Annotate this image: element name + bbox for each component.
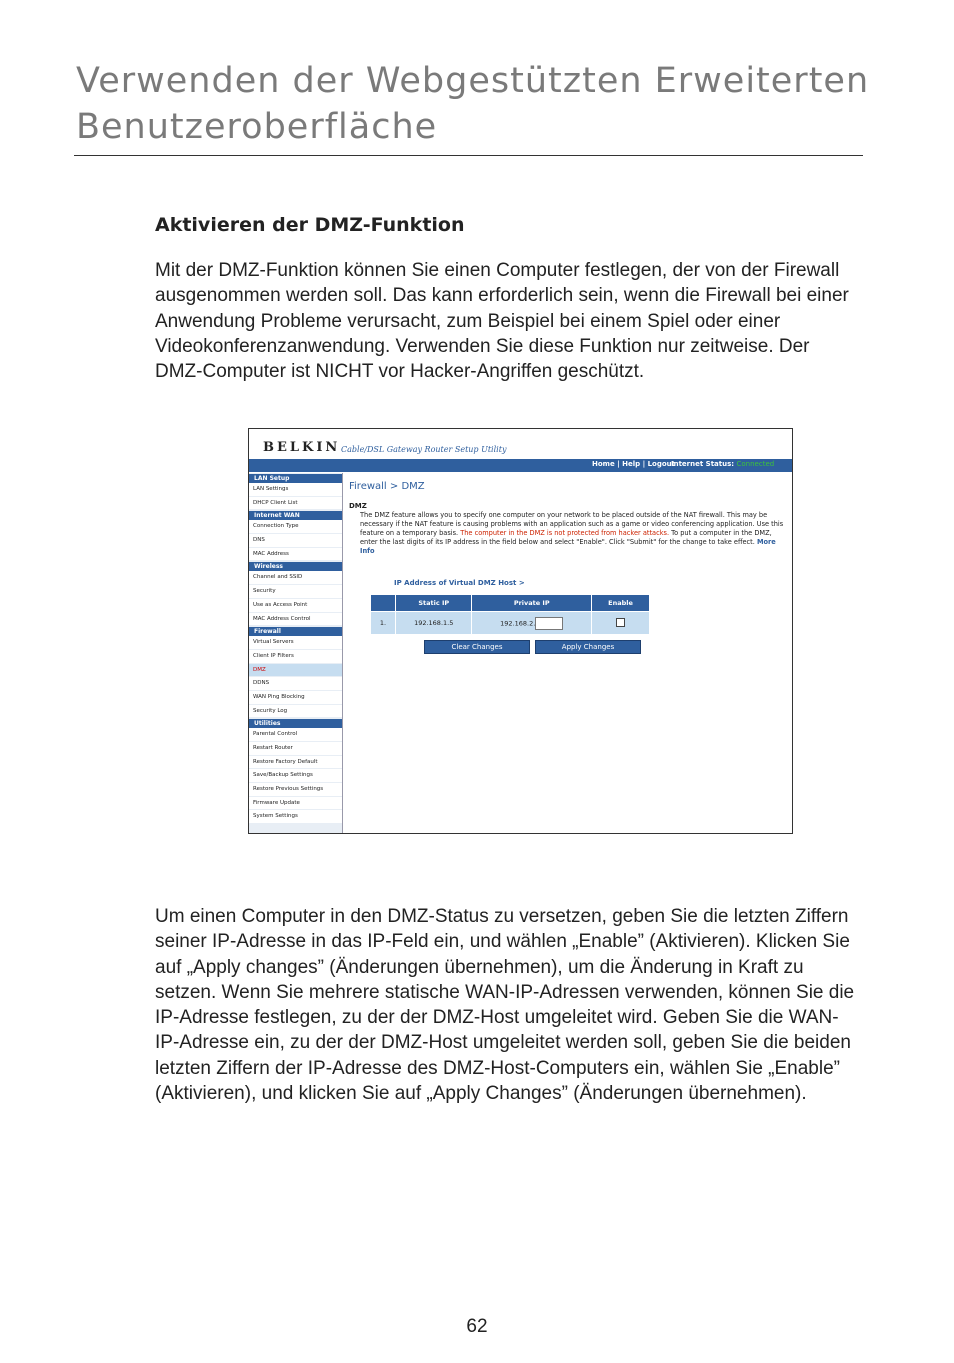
internet-status	[671, 460, 774, 468]
router-header	[249, 429, 792, 473]
sidebar-section: Wireless	[249, 562, 342, 571]
table-row	[371, 612, 650, 635]
apply-changes-button[interactable]: Apply Changes	[535, 640, 641, 654]
sidebar-section: Internet WAN	[249, 511, 342, 520]
enable-header: Enable	[592, 595, 650, 612]
sidebar-item[interactable]: DHCP Client List	[249, 497, 342, 511]
sidebar-item[interactable]: Virtual Servers	[249, 636, 342, 650]
main-content	[349, 481, 789, 651]
more-info-link[interactable]: More Info	[360, 538, 776, 555]
sidebar-item[interactable]: LAN Settings	[249, 483, 342, 497]
index-header	[371, 595, 396, 612]
belkin-logo: BELKIN	[263, 440, 341, 455]
sidebar-item[interactable]: Security	[249, 585, 342, 599]
sidebar-item[interactable]: MAC Address	[249, 548, 342, 562]
sidebar-section: Firewall	[249, 627, 342, 636]
sidebar-item[interactable]: Restore Factory Default	[249, 756, 342, 770]
body-paragraph: Um einen Computer in den DMZ-Status zu versetzen, geben Sie die letzten Ziffern seiner IP-Adresse in das IP-Feld ein, und wählen „Enable” (Aktivieren). Klicken Sie auf „Apply changes” (Änderungen übernehmen), um die Änderung in Kraft zu setzen. Wenn Sie mehrere statische WAN-IP-Adressen verwenden, können Sie die IP-Adresse festlegen, zu der der DMZ-Host umgeleitet wird. Geben Sie die WAN-IP-Adresse ein, zu der der DMZ-Host umgeleitet werden soll, geben Sie die beiden letzten Ziffern der IP-Adresse des DMZ-Host-Computers ein, wählen Sie „Enable” (Aktivieren), und klicken Sie auf „Apply Changes” (Änderungen übernehmen).	[155, 906, 855, 1105]
page-title: Verwenden der Webgestützten Erweiterten Benutzeroberfläche	[76, 61, 870, 147]
sidebar-item[interactable]: Save/Backup Settings	[249, 769, 342, 783]
sidebar-item[interactable]: Connection Type	[249, 520, 342, 534]
private-ip-header: Private IP	[472, 595, 592, 612]
top-nav-bar	[249, 459, 792, 472]
sidebar-item[interactable]: Parental Control	[249, 728, 342, 742]
sidebar-item[interactable]: WAN Ping Blocking	[249, 691, 342, 705]
page-number: 62	[466, 1316, 488, 1337]
enable-checkbox[interactable]	[616, 618, 625, 627]
sidebar-section: Utilities	[249, 719, 342, 728]
private-ip-prefix: 192.168.2.	[500, 619, 536, 627]
sidebar-item[interactable]: Security Log	[249, 705, 342, 719]
status-value: Connected	[736, 460, 775, 468]
dmz-table	[370, 594, 650, 635]
private-ip-input[interactable]	[535, 617, 563, 630]
sidebar-item[interactable]: MAC Address Control	[249, 613, 342, 627]
desc-warning: The computer in the DMZ is not protected from hacker attacks.	[460, 529, 670, 537]
sidebar-item[interactable]: Channel and SSID	[249, 571, 342, 585]
table-header-row	[371, 595, 650, 612]
desc-text-2: To put a computer in the DMZ, enter the last digits of its IP address in the field below and select "Enable". Click "Submit" for the change to take effect.	[360, 529, 772, 546]
desc-text: The DMZ feature allows you to specify one computer on your network to be placed outside of the NAT firewall. This may be necessary if the NAT feature is causing problems with an application such as a game or video conferencing application. Use this feature on a temporary basis.	[360, 511, 784, 537]
dmz-heading: DMZ	[349, 502, 367, 510]
title-divider	[74, 155, 863, 156]
private-ip-cell	[472, 612, 592, 635]
section-heading: Aktivieren der DMZ-Funktion	[155, 214, 465, 236]
sidebar-item[interactable]: DMZ	[249, 664, 342, 678]
sidebar-item[interactable]: DDNS	[249, 677, 342, 691]
top-links[interactable]: Home | Help | Logout	[592, 460, 676, 468]
breadcrumb: Firewall > DMZ	[349, 481, 425, 492]
utility-title: Cable/DSL Gateway Router Setup Utility	[341, 445, 507, 454]
sidebar-item[interactable]: DNS	[249, 534, 342, 548]
ip-heading: IP Address of Virtual DMZ Host >	[394, 579, 525, 587]
dmz-description	[349, 511, 785, 556]
intro-paragraph: Mit der DMZ-Funktion können Sie einen Computer festlegen, der von der Firewall ausgenommen werden soll. Das kann erforderlich sein, wenn die Firewall bei einer Anwendung Probleme verursacht, zum Beispiel bei einem Spiel oder einer Videokonferenzanwendung. Verwenden Sie diese Funktion nur zeitweise. Der DMZ-Computer ist NICHT vor Hacker-Angriffen geschützt.	[155, 260, 849, 383]
sidebar-item[interactable]: System Settings	[249, 810, 342, 824]
sidebar-item[interactable]: Client IP Filters	[249, 650, 342, 664]
sidebar-section: LAN Setup	[249, 474, 342, 483]
router-screenshot	[248, 428, 793, 834]
static-ip-header: Static IP	[396, 595, 472, 612]
clear-changes-button[interactable]: Clear Changes	[424, 640, 530, 654]
enable-cell	[592, 612, 650, 635]
sidebar-item[interactable]: Use as Access Point	[249, 599, 342, 613]
row-index: 1.	[371, 612, 396, 635]
status-label: Internet Status:	[671, 460, 735, 468]
sidebar-item[interactable]: Restart Router	[249, 742, 342, 756]
sidebar-item[interactable]: Restore Previous Settings	[249, 783, 342, 797]
sidebar-nav	[249, 473, 343, 833]
static-ip-cell: 192.168.1.5	[396, 612, 472, 635]
sidebar-item[interactable]: Firmware Update	[249, 797, 342, 811]
